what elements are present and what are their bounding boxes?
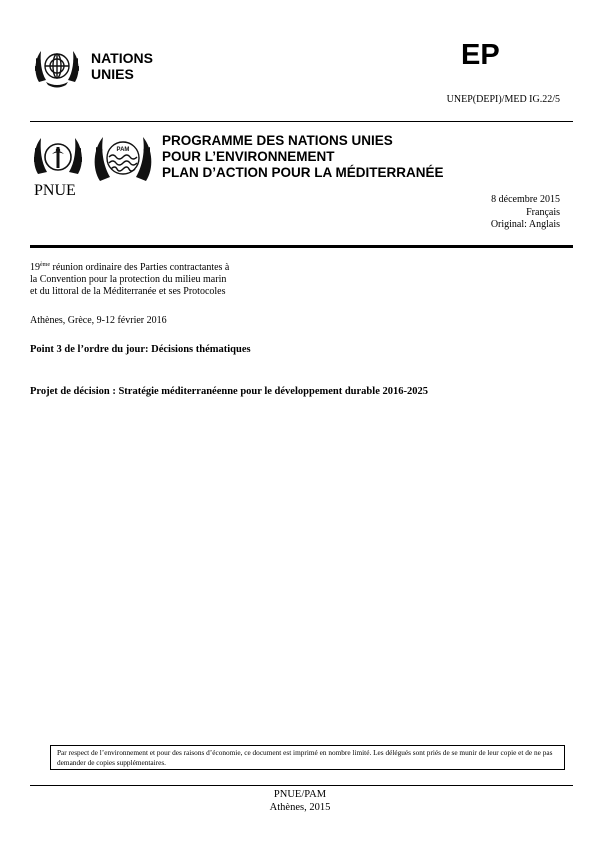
footer-place-year: Athènes, 2015 xyxy=(269,801,331,813)
unep-emblem-logo xyxy=(32,132,84,184)
document-language: Français xyxy=(526,206,560,218)
meeting-title xyxy=(30,262,290,298)
document-meta xyxy=(380,194,560,232)
meeting-line1: réunion ordinaire des Parties contractantes à xyxy=(50,262,230,273)
environment-notice: Par respect de l’environnement et pour des raisons d’économie, ce document est imprimé en nombre limité. Les délégués sont priés de se munir de leur copie et de ne pas demander de copies supplémentaires. xyxy=(50,745,565,770)
meeting-line3: et du littoral de la Méditerranée et ses Protocoles xyxy=(30,286,226,297)
agenda-point: Point 3 de l’ordre du jour: Décisions thématiques xyxy=(30,344,251,355)
footer xyxy=(200,789,400,814)
un-name-line2: UNIES xyxy=(91,66,134,82)
thick-divider xyxy=(30,245,573,248)
draft-decision-title: Projet de décision : Stratégie méditerranéenne pour le développement durable 2016-2025 xyxy=(30,386,428,397)
meeting-number: 19 xyxy=(30,262,40,273)
programme-line1: PROGRAMME DES NATIONS UNIES xyxy=(162,133,393,148)
meeting-ordinal-suffix: ème xyxy=(40,262,50,268)
programme-line2: POUR L’ENVIRONNEMENT xyxy=(162,149,335,164)
footer-org: PNUE/PAM xyxy=(273,789,327,800)
programme-title xyxy=(162,133,444,181)
un-name-line1: NATIONS xyxy=(91,50,153,66)
document-date: 8 décembre 2015 xyxy=(491,194,560,205)
un-name xyxy=(91,50,153,82)
original-language: Original: Anglais xyxy=(490,219,560,230)
programme-line3: PLAN D’ACTION POUR LA MÉDITERRANÉE xyxy=(162,165,444,180)
header-divider xyxy=(30,121,573,122)
meeting-line2: la Convention pour la protection du milieu marin xyxy=(30,274,227,285)
document-symbol: UNEP(DEPI)/MED IG.22/5 xyxy=(446,94,560,105)
meeting-place-date: Athènes, Grèce, 9-12 février 2016 xyxy=(30,315,167,326)
footer-divider xyxy=(30,785,573,786)
pam-logo-text: PAM xyxy=(116,147,130,153)
pam-emblem-logo xyxy=(92,131,154,187)
pnue-acronym: PNUE xyxy=(34,182,76,199)
language-code: EP xyxy=(461,39,500,71)
un-emblem-logo xyxy=(32,44,82,90)
